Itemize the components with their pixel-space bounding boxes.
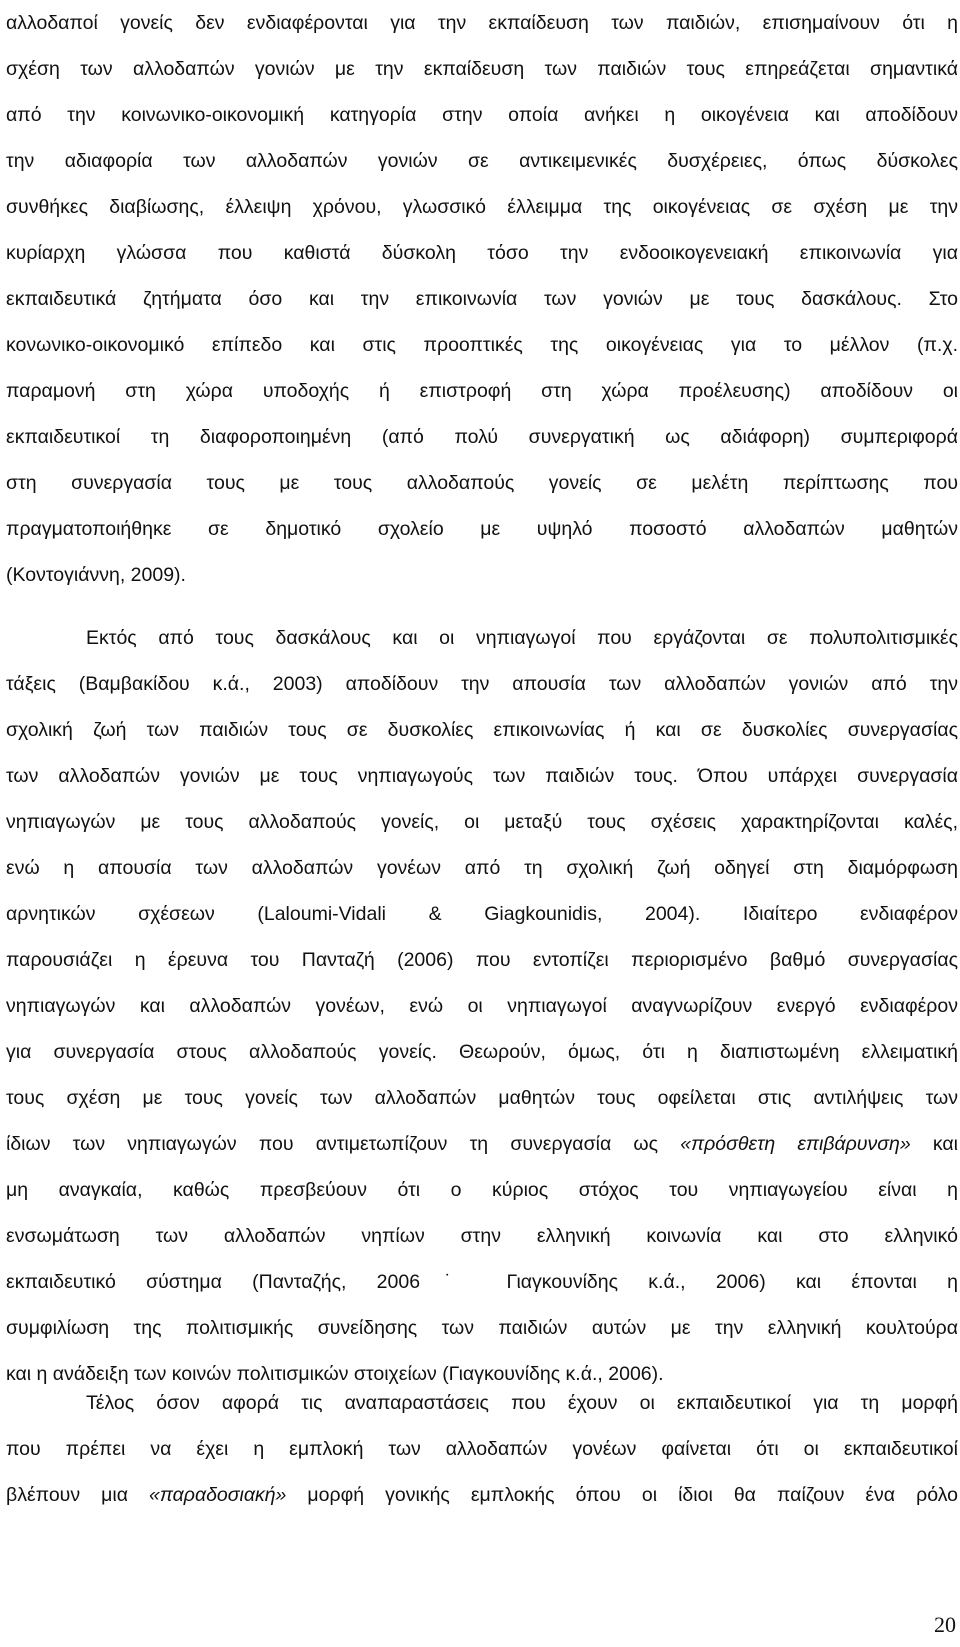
emphasis-quote: «πρόσθετη επιβάρυνση» <box>680 1133 911 1155</box>
paragraph-3-line: που πρέπει να έχει η εμπλοκή των αλλοδαπών γονέων φαίνεται ότι οι εκπαιδευτικοί <box>6 1438 958 1460</box>
line-text-before: βλέπουν μια <box>6 1484 150 1506</box>
paragraph-2-line: μη αναγκαία, καθώς πρεσβεύουν ότι ο κύριος στόχος του νηπιαγωγείου είναι η <box>6 1179 958 1201</box>
paragraph-3-line-with-emphasis <box>6 1472 958 1518</box>
paragraph-1 <box>6 0 958 598</box>
paragraph-2-line-with-emphasis <box>6 1121 958 1167</box>
paragraph-2-line: και η ανάδειξη των κοινών πολιτισμικών στοιχείων (Γιαγκουνίδης κ.ά., 2006). <box>6 1363 664 1385</box>
paragraph-2-line: τάξεις (Βαμβακίδου κ.ά., 2003) αποδίδουν την απουσία των αλλοδαπών γονιών από την <box>6 673 958 695</box>
paragraph-1-line: πραγματοποιήθηκε σε δημοτικό σχολείο με υψηλό ποσοστό αλλοδαπών μαθητών <box>6 518 958 540</box>
line-text-after: και <box>910 1133 958 1155</box>
paragraph-2-line: παρουσιάζει η έρευνα του Πανταζή (2006) που εντοπίζει περιορισμένο βαθμό συνεργασίας <box>6 949 958 971</box>
paragraph-1-line: κονωνικο-οικονομικό επίπεδο και στις προοπτικές της οικογένειας για το μέλλον (π.χ. <box>6 334 958 356</box>
line-text-after: μορφή γονικής εμπλοκής όπου οι ίδιοι θα παίζουν ένα ρόλο <box>286 1484 958 1506</box>
paragraph-2-line: εκπαιδευτικό σύστημα (Πανταζής, 2006˙ Γιαγκουνίδης κ.ά., 2006) και έπονται η <box>6 1271 958 1293</box>
paragraph-1-line: παραμονή στη χώρα υποδοχής ή επιστροφή στη χώρα προέλευσης) αποδίδουν οι <box>6 380 958 402</box>
paragraph-1-line: κυρίαρχη γλώσσα που καθιστά δύσκολη τόσο την ενδοοικογενειακή επικοινωνία για <box>6 242 958 264</box>
paragraph-1-line: από την κοινωνικο-οικονομική κατηγορία στην οποία ανήκει η οικογένεια και αποδίδουν <box>6 104 958 126</box>
paragraph-2-line: ενώ η απουσία των αλλοδαπών γονέων από τη σχολική ζωή οδηγεί στη διαμόρφωση <box>6 857 958 879</box>
paragraph-2-line: των αλλοδαπών γονιών με τους νηπιαγωγούς των παιδιών τους. Όπου υπάρχει συνεργασία <box>6 765 958 787</box>
paragraph-2-line: για συνεργασία στους αλλοδαπούς γονείς. Θεωρούν, όμως, ότι η διαπιστωμένη ελλειματική <box>6 1041 958 1063</box>
paragraph-3-line: Τέλος όσον αφορά τις αναπαραστάσεις που έχουν οι εκπαιδευτικοί για τη μορφή <box>86 1392 958 1414</box>
paragraph-1-line: συνθήκες διαβίωσης, έλλειψη χρόνου, γλωσσικό έλλειμμα της οικογένειας σε σχέση με την <box>6 196 958 218</box>
paragraph-2-line: Εκτός από τους δασκάλους και οι νηπιαγωγοί που εργάζονται σε πολυπολιτισμικές <box>86 627 958 649</box>
paragraph-3 <box>6 1380 958 1518</box>
paragraph-2-line: ενσωμάτωση των αλλοδαπών νηπίων στην ελληνική κοινωνία και στο ελληνικό <box>6 1225 958 1247</box>
paragraph-2-line: αρνητικών σχέσεων (Laloumi-Vidali & Giagkounidis, 2004). Ιδιαίτερο ενδιαφέρον <box>6 903 958 925</box>
paragraph-1-line: (Κοντογιάννη, 2009). <box>6 564 186 586</box>
paragraph-1-line: εκπαιδευτικοί τη διαφοροποιημένη (από πολύ συνεργατική ως αδιάφορη) συμπεριφορά <box>6 426 958 448</box>
paragraph-1-line: αλλοδαποί γονείς δεν ενδιαφέρονται για την εκπαίδευση των παιδιών, επισημαίνουν ότι η <box>6 12 958 34</box>
paragraph-2-line: συμφιλίωση της πολιτισμικής συνείδησης των παιδιών αυτών με την ελληνική κουλτούρα <box>6 1317 958 1339</box>
paragraph-2-line: σχολική ζωή των παιδιών τους σε δυσκολίες επικοινωνίας ή και σε δυσκολίες συνεργασίας <box>6 719 958 741</box>
paragraph-1-line: εκπαιδευτικά ζητήματα όσο και την επικοινωνία των γονιών με τους δασκάλους. Στο <box>6 288 958 310</box>
paragraph-2 <box>6 615 958 1397</box>
paragraph-2-line: νηπιαγωγών και αλλοδαπών γονέων, ενώ οι νηπιαγωγοί αναγνωρίζουν ενεργό ενδιαφέρον <box>6 995 958 1017</box>
paragraph-1-line: σχέση των αλλοδαπών γονιών με την εκπαίδευση των παιδιών τους επηρεάζεται σημαντικά <box>6 58 958 80</box>
paragraph-1-line: στη συνεργασία τους με τους αλλοδαπούς γονείς σε μελέτη περίπτωσης που <box>6 472 958 494</box>
emphasis-quote: «παραδοσιακή» <box>149 1484 287 1506</box>
paragraph-2-line: τους σχέση με τους γονείς των αλλοδαπών μαθητών τους οφείλεται στις αντιλήψεις των <box>6 1087 958 1109</box>
paragraph-2-line: νηπιαγωγών με τους αλλοδαπούς γονείς, οι μεταξύ τους σχέσεις χαρακτηρίζονται καλές, <box>6 811 958 833</box>
page-number: 20 <box>934 1612 956 1637</box>
line-text-before: ίδιων των νηπιαγωγών που αντιμετωπίζουν τη συνεργασία ως <box>6 1133 681 1155</box>
paragraph-1-line: την αδιαφορία των αλλοδαπών γονιών σε αντικειμενικές δυσχέρειες, όπως δύσκολες <box>6 150 958 172</box>
